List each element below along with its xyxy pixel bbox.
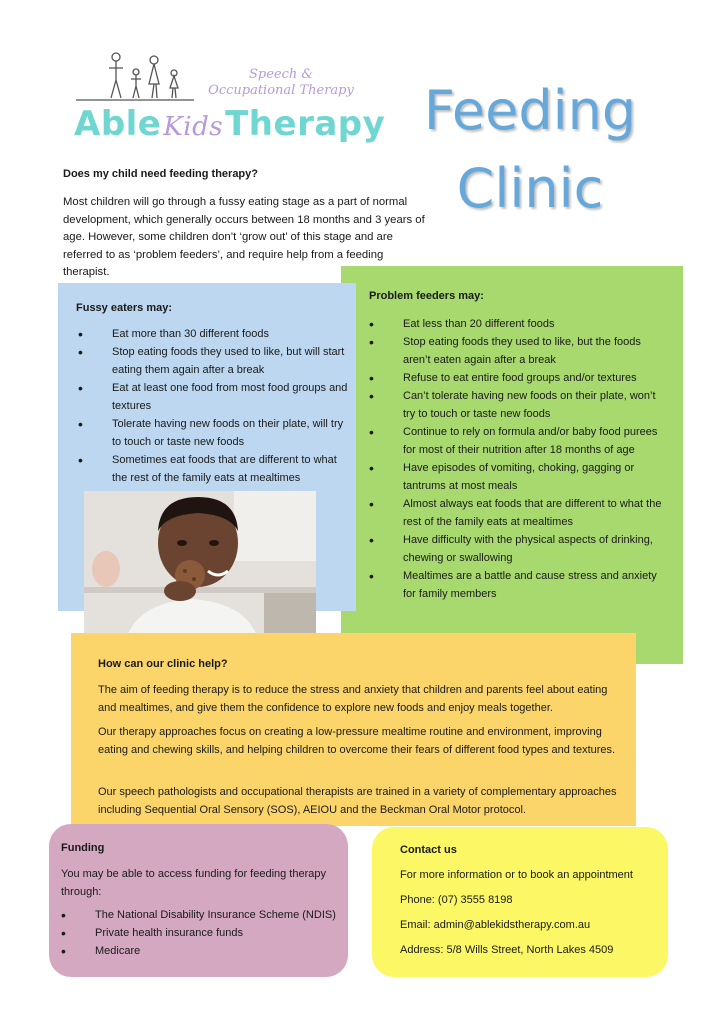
fussy-eaters-list — [78, 325, 350, 487]
page-title-line1: Feeding — [423, 79, 637, 142]
list-item: • Stop eating foods they used to like, but the foods aren’t eaten again after a break — [369, 333, 665, 369]
problem-feeders-heading: Problem feeders may: — [369, 290, 484, 302]
intro-question: Does my child need feeding therapy? — [63, 168, 258, 180]
list-item: • Have episodes of vomiting, choking, gagging or tantrums at most meals — [369, 459, 665, 495]
contact-box — [372, 827, 668, 977]
contact-email[interactable]: Email: admin@ablekidstherapy.com.au — [400, 919, 591, 931]
funding-paragraph: You may be able to access funding for feeding therapy through: — [61, 868, 326, 898]
list-item: • Private health insurance funds — [61, 924, 336, 942]
logo-brand — [74, 104, 385, 144]
list-item: • Continue to rely on formula and/or baby food purees for most of their nutrition after 18 months of age — [369, 423, 665, 459]
clinic-help-heading: How can our clinic help? — [98, 658, 228, 670]
child-eating-illustration — [84, 491, 316, 645]
list-item: • Eat more than 30 different foods — [78, 325, 350, 343]
list-item: • Eat less than 20 different foods — [369, 315, 665, 333]
intro-paragraph: Most children will go through a fussy eating stage as a part of normal development, which generally occurs between 18 months and 3 years of age. However, some children don’t ‘grow out’ of this stage and are referred to as ‘problem feeders’, and require help from a feeding therapist. — [63, 196, 425, 278]
list-item: • Tolerate having new foods on their plate, will try to touch or taste new foods — [78, 415, 350, 451]
fussy-eaters-heading: Fussy eaters may: — [76, 302, 172, 314]
contact-info: For more information or to book an appointment — [400, 869, 633, 881]
clinic-help-paragraph: Our therapy approaches focus on creating a low-pressure mealtime routine and environment, improving eating and chewing skills, and helping children to overcome their fears of different food types and textures. — [98, 726, 616, 756]
page-title — [400, 72, 660, 228]
funding-heading: Funding — [61, 842, 105, 854]
contact-phone[interactable]: Phone: (07) 3555 8198 — [400, 894, 513, 906]
list-item: • Medicare — [61, 942, 336, 960]
clinic-help-paragraph: The aim of feeding therapy is to reduce the stress and anxiety that children and parents feel about eating and mealtimes, and give them the confidence to explore new foods and enjoy meals together. — [98, 684, 608, 714]
list-item: • The National Disability Insurance Scheme (NDIS) — [61, 906, 336, 924]
page-title-line2: Clinic — [456, 157, 604, 220]
logo-brand-therapy: Therapy — [225, 104, 386, 144]
contact-address: Address: 5/8 Wills Street, North Lakes 4509 — [400, 944, 614, 956]
list-item: • Stop eating foods they used to like, but will start eating them again after a break — [78, 343, 350, 379]
list-item: • Have difficulty with the physical aspects of drinking, chewing or swallowing — [369, 531, 665, 567]
list-item: • Can’t tolerate having new foods on their plate, won’t try to touch or taste new foods — [369, 387, 665, 423]
logo — [72, 48, 386, 152]
list-item: • Refuse to eat entire food groups and/or textures — [369, 369, 665, 387]
list-item: • Sometimes eat foods that are different to what the rest of the family eats at mealtimes — [78, 451, 350, 487]
funding-box — [49, 824, 348, 977]
child-eating-photo — [84, 491, 316, 645]
list-item: • Mealtimes are a battle and cause stress and anxiety for family members — [369, 567, 665, 603]
list-item: • Almost always eat foods that are different to what the rest of the family eats at mealtimes — [369, 495, 665, 531]
logo-subtitle: Speech & Occupational Therapy — [208, 67, 354, 98]
list-item: • Eat at least one food from most food groups and textures — [78, 379, 350, 415]
clinic-help-paragraph: Our speech pathologists and occupational therapists are trained in a variety of complementary approaches including Sequential Oral Sensory (SOS), AEIOU and the Beckman Oral Motor protocol. — [98, 786, 617, 816]
contact-heading: Contact us — [400, 844, 457, 856]
logo-brand-kids: Kids — [163, 112, 224, 142]
funding-list — [61, 906, 336, 960]
clinic-help-box — [71, 633, 636, 826]
logo-brand-able: Able — [74, 104, 162, 144]
problem-feeders-box — [341, 266, 683, 664]
family-silhouette-icon — [76, 48, 196, 104]
problem-feeders-list — [369, 315, 665, 603]
